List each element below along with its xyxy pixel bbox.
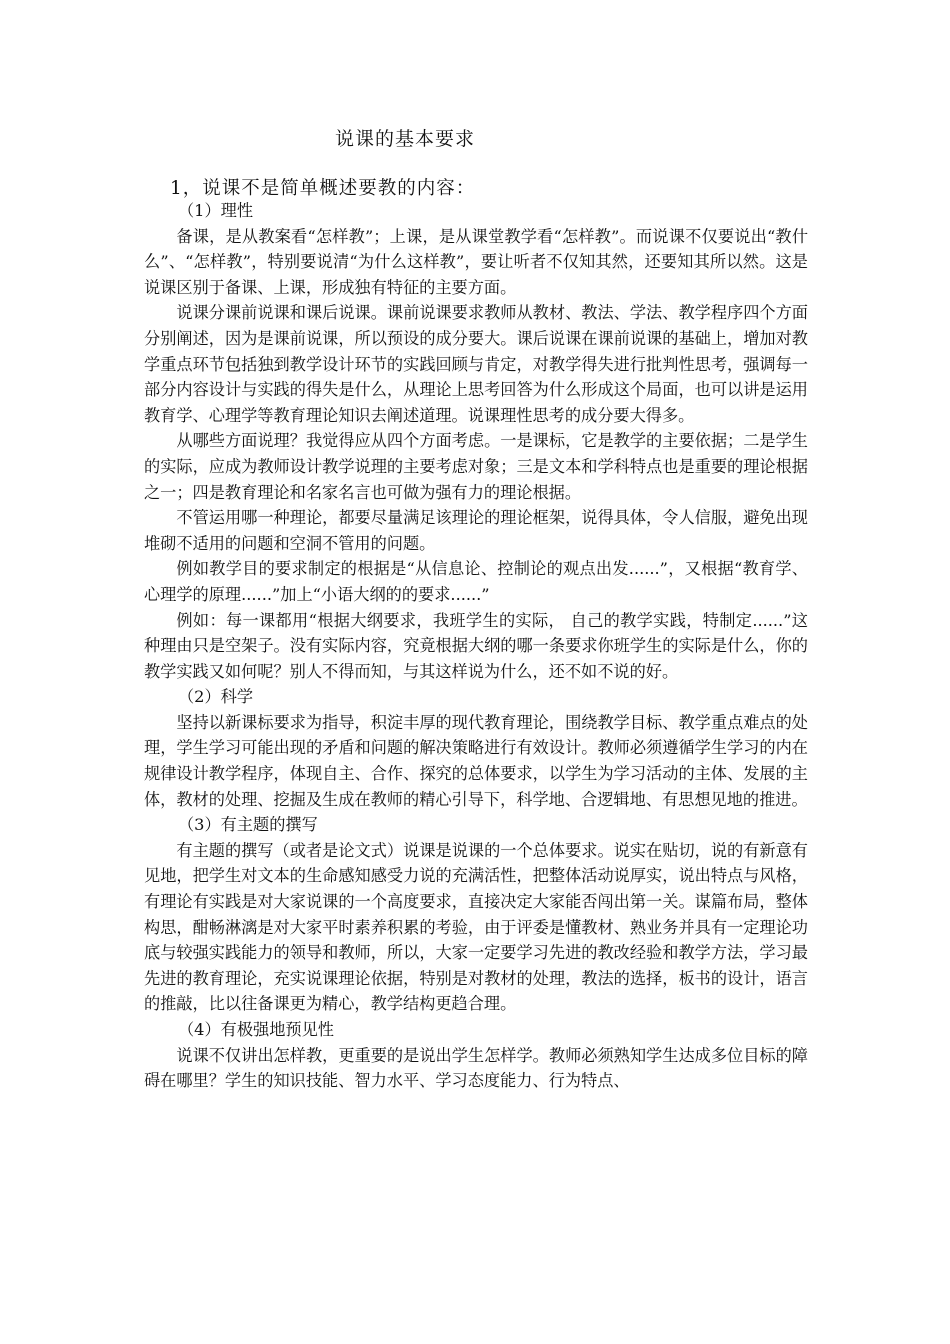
paragraph: 说课不仅讲出怎样教，更重要的是说出学生怎样学。教师必须熟知学生达成多位目标的障碍在哪里？学生的知识技能、智力水平、学习态度能力、行为特点、 <box>144 1045 808 1091</box>
subheading-science: （2）科学 <box>178 687 254 707</box>
paragraph: 例如教学目的要求制定的根据是“从信息论、控制论的观点出发......”，又根据“教育学、心理学的原理......”加上“小语大纲的的要求......” <box>144 559 808 604</box>
paragraph: 例如：每一课都用“根据大纲要求，我班学生的实际， 自己的教学实践，特制定......”这种理由只是空架子。没有实际内容，究竟根据大纲的哪一条要求你班学生的实际是什么，你的教学实践又如何呢？别人不得而知，与其这样说为什么，还不如不说的好。 <box>144 610 808 681</box>
paragraph: 有主题的撰写（或者是论文式）说课是说课的一个总体要求。说实在贴切，说的有新意有见地，把学生对文本的生命感知感受力说的充满活性，把整体活动说厚实，说出特点与风格，有理论有实践是对大家说课的一个高度要求，直接决定大家能否闯出第一关。谋篇布局，整体构思，酣畅淋漓是对大家平时素养积累的考验，由于评委是懂教材、熟业务并具有一定理论功底与较强实践能力的领导和教师，所以，大家一定要学习先进的教改经验和教学方法，学习最先进的教育理论，充实说课理论依据，特别是对教材的处理，教法的选择，板书的设计，语言的推敲，比以往备课更为精心，教学结构更趋合理。 <box>144 840 808 1014</box>
document-title: 说课的基本要求 <box>334 128 475 150</box>
paragraph: 不管运用哪一种理论，都要尽量满足该理论的理论框架，说得具体，令人信服，避免出现堆砌不适用的问题和空洞不管用的问题。 <box>144 508 808 553</box>
document-body <box>144 198 808 1094</box>
paragraph: 备课，是从教案看“怎样教”；上课，是从课堂教学看“怎样教”。而说课不仅要说出“教什么”、“怎样教”，特别要说清“为什么这样教”，要让听者不仅知其然，还要知其所以然。这是说课区别于备课、上课，形成独有特征的主要方面。 <box>144 226 808 297</box>
section-heading: 1，说课不是简单概述要教的内容： <box>170 178 476 199</box>
paragraph: 说课分课前说课和课后说课。课前说课要求教师从教材、教法、学法、教学程序四个方面分别阐述，因为是课前说课，所以预设的成分要大。课后说课在课前说课的基础上，增加对教学重点环节包括独到教学设计环节的实践回顾与肯定，对教学得失进行批判性思考，强调每一部分内容设计与实践的得失是什么，从理论上思考回答为什么形成这个局面，也可以讲是运用教育学、心理学等教育理论知识去阐述道理。说课理性思考的成分要大得多。 <box>144 303 808 425</box>
subheading-thematic-writing: （3）有主题的撰写 <box>178 815 318 835</box>
subheading-rationality: （1）理性 <box>178 201 254 220</box>
subheading-foresight: （4）有极强地预见性 <box>178 1020 334 1039</box>
paragraph: 坚持以新课标要求为指导，积淀丰厚的现代教育理论，围绕教学目标、教学重点难点的处理，学生学习可能出现的矛盾和问题的解决策略进行有效设计。教师必须遵循学生学习的内在规律设计教学程序，体现自主、合作、探究的总体要求，以学生为学习活动的主体、发展的主体，教材的处理、挖掘及生成在教师的精心引导下，科学地、合逻辑地、有思想见地的推进。 <box>144 712 808 809</box>
paragraph: 从哪些方面说理？我觉得应从四个方面考虑。一是课标，它是教学的主要依据；二是学生的实际，应成为教师设计教学说理的主要考虑对象；三是文本和学科特点也是重要的理论根据之一；四是教育理论和名家名言也可做为强有力的理论根据。 <box>144 431 808 502</box>
